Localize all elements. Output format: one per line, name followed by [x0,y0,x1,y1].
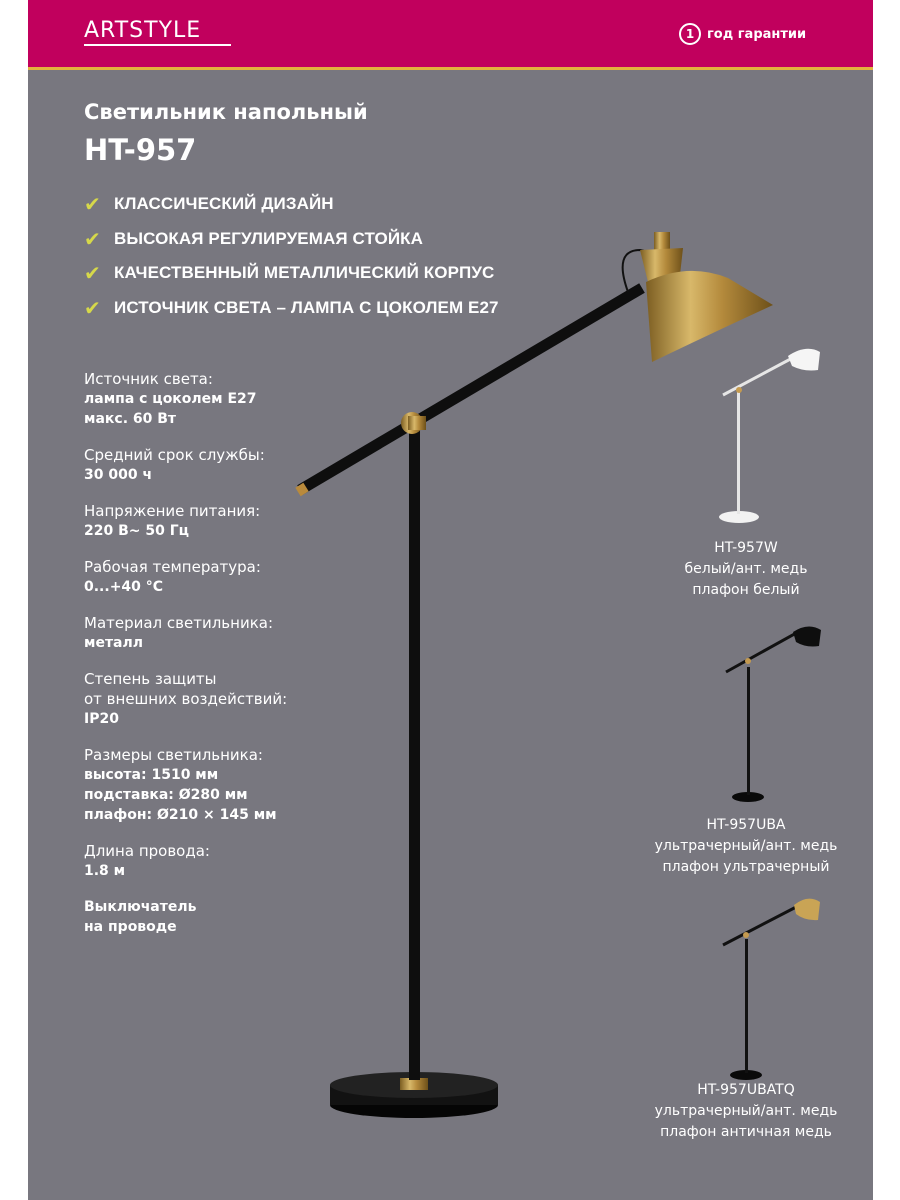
variant-white-lamp [719,349,820,523]
spec-value: на проводе [84,919,177,935]
spec-value: высота: 1510 мм [84,767,219,783]
variant-shade: плафон ультрачерный [662,859,830,875]
feature-text: КАЧЕСТВЕННЫЙ МЕТАЛЛИЧЕСКИЙ КОРПУС [114,263,495,283]
spec-value: Выключатель [84,899,197,915]
brand-logo: ARTSTYLE [84,18,202,43]
spec-value: лампа с цоколем E27 [84,391,257,407]
variant-brass-lamp [723,899,820,1080]
variant-code: HT-957UBATQ [697,1082,795,1098]
variant-caption-brass [636,1080,856,1143]
feature-text: КЛАССИЧЕСКИЙ ДИЗАЙН [114,194,334,214]
spec-value: металл [84,635,144,651]
spec-label: Размеры светильника: [84,746,263,764]
spec-value: 0...+40 °С [84,579,164,595]
warranty-text: год гарантии [707,26,807,42]
checkmark-icon: ✔ [84,261,101,286]
variant-code: HT-957UBA [706,817,786,833]
variant-caption-white [666,538,826,601]
product-category: Светильник напольный [84,100,368,124]
feature-text: ИСТОЧНИК СВЕТА – ЛАМПА С ЦОКОЛЕМ E27 [114,297,499,317]
variant-shade: плафон античная медь [660,1124,832,1140]
spec-label: Материал светильника: [84,614,274,632]
product-model: HT-957 [84,133,197,167]
variant-color: ультрачерный/ант. медь [654,1103,838,1119]
checkmark-icon: ✔ [84,192,101,217]
spec-label: Напряжение питания: [84,502,261,520]
feature-text: ВЫСОКАЯ РЕГУЛИРУЕМАЯ СТОЙКА [114,228,423,248]
spec-value: плафон: Ø210 × 145 мм [84,807,277,823]
variant-caption-black [646,815,846,878]
product-card [28,0,873,1200]
spec-value: 30 000 ч [84,467,153,483]
variant-color: белый/ант. медь [684,561,808,577]
spec-label: Источник света: [84,370,213,388]
variant-color: ультрачерный/ант. медь [654,838,838,854]
spec-value: IP20 [84,711,119,727]
variant-shade: плафон белый [692,582,800,598]
spec-label: Рабочая температура: [84,558,261,576]
spec-label: Средний срок службы: [84,446,265,464]
variant-code: HT-957W [714,540,778,556]
variant-black-lamp [726,626,821,802]
checkmark-icon: ✔ [84,295,101,320]
spec-value: макс. 60 Вт [84,411,177,427]
spec-value: 220 В~ 50 Гц [84,523,190,539]
checkmark-icon: ✔ [84,226,101,251]
spec-value: подставка: Ø280 мм [84,787,248,803]
spec-label: Длина провода: [84,842,210,860]
spec-value: 1.8 м [84,863,126,879]
warranty-number-icon: 1 [679,23,701,45]
spec-label: Степень защиты от внешних воздействий: [84,670,288,708]
